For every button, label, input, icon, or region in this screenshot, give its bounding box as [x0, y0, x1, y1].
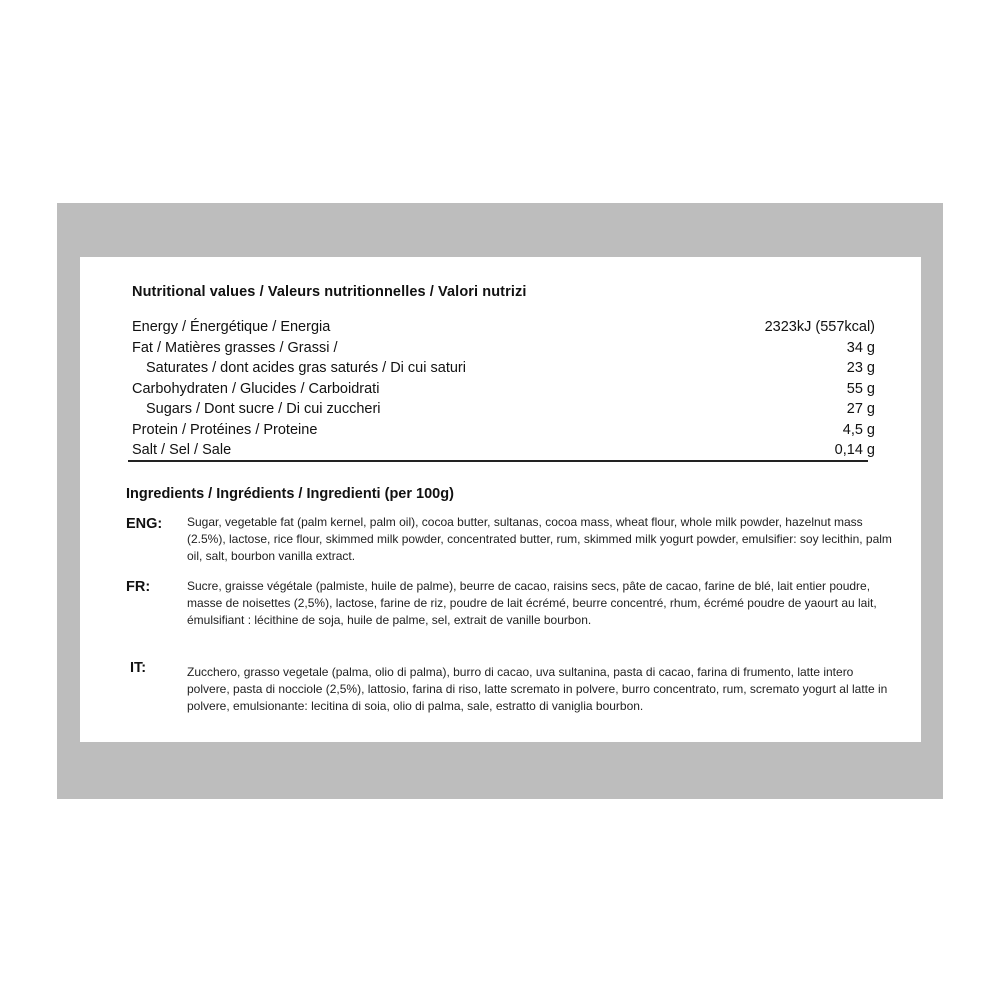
- divider: [128, 460, 868, 462]
- nutrient-label: Carbohydraten / Glucides / Carboidrati: [132, 380, 380, 397]
- nutrient-value: 23 g: [846, 360, 875, 376]
- nutrient-value: 27 g: [846, 401, 875, 417]
- ingredients-text-eng: Sugar, vegetable fat (palm kernel, palm oil), cocoa butter, sultanas, cocoa mass, wheat flour, whole milk powder, hazelnut mass (2.5%), lactose, rice flour, skimmed milk powder, concentrated butter, rum, skimmed milk yogurt powder, emulsifier: soy lecithin, palm oil, salt, bourbon vanilla extract.: [187, 515, 892, 563]
- nutrition-row-carbohydrates: [132, 379, 875, 400]
- lang-label-fr: FR:: [126, 579, 151, 595]
- nutrient-label: Saturates / dont acides gras saturés / Di cui saturi: [146, 360, 466, 376]
- nutrition-row-salt: [132, 440, 875, 461]
- ingredients-text-fr: Sucre, graisse végétale (palmiste, huile de palme), beurre de cacao, raisins secs, pâte de cacao, farine de blé, lait entier poudre, masse de noisettes (2,5%), lactose, farine de riz, poudre de lait écrémé, beurre concentré, rhum, écrémé poudre de yaourt au lait, émulsifiant : lécithine de soja, huile de palme, sel, extrait de vanille bourbon.: [187, 579, 877, 627]
- nutrient-label: Protein / Protéines / Proteine: [132, 421, 318, 438]
- nutrient-value: 0,14 g: [834, 442, 875, 458]
- nutrient-label: Salt / Sel / Sale: [132, 442, 232, 458]
- nutrition-row-sugars: [132, 399, 875, 420]
- nutrient-value: 55 g: [846, 380, 875, 397]
- nutrition-row-fat: [132, 338, 875, 359]
- nutrition-row-saturates: [132, 358, 875, 379]
- ingredients-title: Ingredients / Ingrédients / Ingredienti (per 100g): [126, 486, 454, 502]
- nutrition-row-energy: [132, 317, 875, 338]
- lang-label-it: IT:: [130, 660, 147, 676]
- nutrient-value: 34 g: [846, 339, 875, 356]
- nutrient-label: Sugars / Dont sucre / Di cui zuccheri: [146, 401, 381, 417]
- nutrient-value: 2323kJ (557kcal): [764, 319, 875, 335]
- nutrition-table: [132, 317, 875, 461]
- nutrient-value: 4,5 g: [842, 421, 875, 438]
- nutrition-row-protein: [132, 420, 875, 441]
- ingredients-text-it: Zucchero, grasso vegetale (palma, olio di palma), burro di cacao, uva sultanina, pasta di cacao, farina di frumento, latte intero polvere, pasta di nocciole (2,5%), lattosio, farina di riso, latte scremato in polvere, burro concentrato, rum, scremato yogurt al latte in polvere, emulsionante: lecitina di soia, olio di palma, sale, estratto di vaniglia bourbon.: [187, 665, 888, 713]
- nutrient-label: Fat / Matières grasses / Grassi /: [132, 339, 338, 356]
- lang-label-eng: ENG:: [126, 516, 163, 532]
- nutrient-label: Energy / Énergétique / Energia: [132, 319, 331, 335]
- nutrition-title: Nutritional values / Valeurs nutritionnelles / Valori nutrizi: [132, 284, 527, 300]
- nutrition-label: [80, 257, 921, 742]
